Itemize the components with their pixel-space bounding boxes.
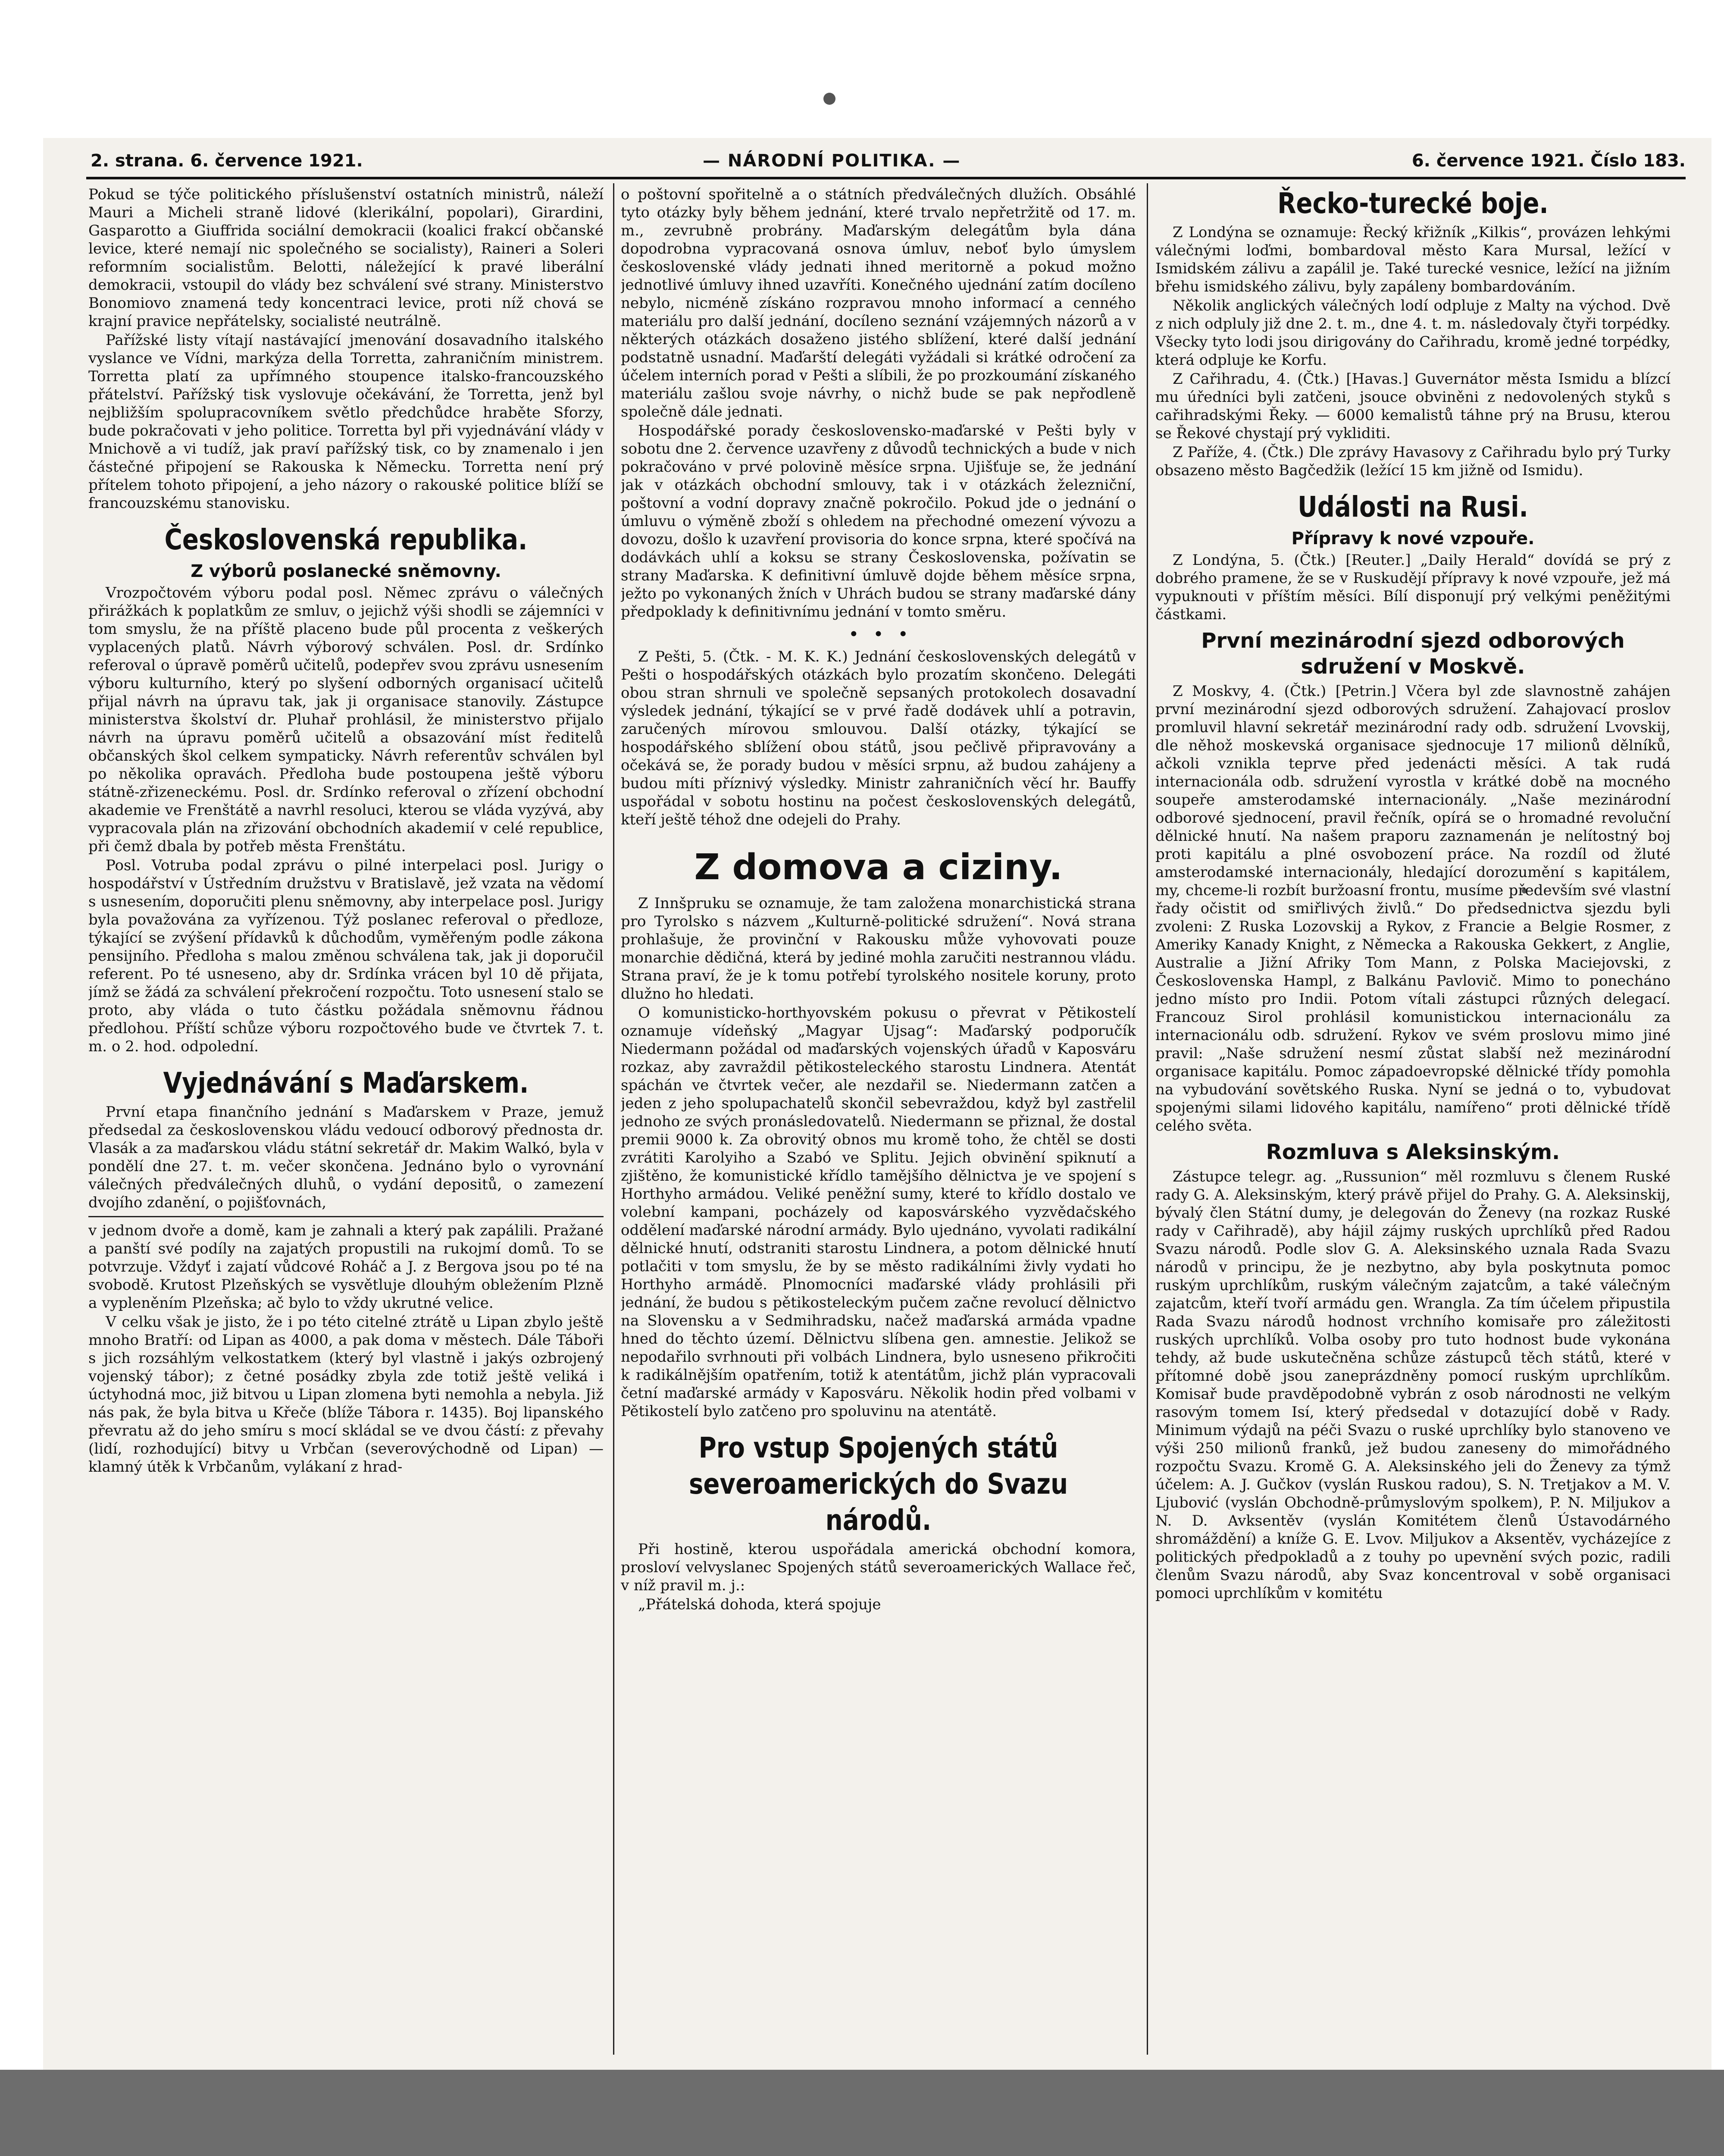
article-paragraph: Zástupce telegr. ag. „Russunion“ měl rozmluvu s členem Ruské rady G. A. Aleksinským, který právě přijel do Prahy. G. A. Aleksinskij, bývalý člen Státní dumy, je delegován do Ženevy (na rozkaz Ruské rady v Cařihradě), aby hájil zájmy ruských uprchlíků před Radou Svazu národů. Podle slov G. A. Aleksinského uznala Rada Svazu národů v principu, že je nezbytno, aby byla poskytnuta pomoc ruským uprchlíkům, ruským válečným zajatcům, a také válečným zajatcům, kteří tvoří armádu gen. Wrangla. Za tím účelem připustila Rada Svazu národů hodnost vrchního komisaře pro záležitosti ruských uprchlíků. Volba osoby pro tuto hodnost bude vykonána tehdy, až bude uskutečněna schůze zástupců těch států, které v přítomné době jsou zaneprázdněny pomocí ruským uprchlíkům. Komisař bude pravděpodobně vybrán z osob národnosti ne velkým rasovým tomem Isí, který předsedal v dotazující době v Rady. Minimum výdajů na péči Svazu o ruské uprchlíky bylo stanoveno ve výši 250 milionů franků, jež budou zaneseny do mimořádného rozpočtu Svazu. Kromě G. A. Aleksinského jeli do Ženevy za týmž účelem: A. J. Gučkov (vyslán Ruskou radou), S. N. Tretjakov a M. V. Ljubović (vyslán Obchodně-průmyslovým spolkem), P. N. Miljukov a N. D. Avksentěv (vyslán Komitétem členů Ústavodárného shromáždění) a kníže G. E. Lvov. Miljukov a Aksentěv, vycházejíce z politických předpokladů a z touhy po upevnění svých pozic, radili členům Svazu národů, aby Svaz koncentroval v sobě organisaci pomoci uprchlíkům v komitétu xyxy=(1155,1168,1671,1602)
column-3 xyxy=(1155,185,1671,2057)
article-paragraph: Z Innšpruku se oznamuje, že tam založena monarchistická strana pro Tyrolsko s názvem „Kulturně-politické sdružení“. Nová strana prohlašuje, že provinční v Rakousku může vyhovovati pouze monarchie dědičná, která by jediné mohla zaručiti nestrannou vládu. Strana praví, že je k tomu potřebí tyrolského nositele koruny, proto dlužno ho hledati. xyxy=(621,895,1136,1003)
article-paragraph: Z Cařihradu, 4. (Čtk.) [Havas.] Guvernátor města Ismidu a blízcí mu úředníci byli zatčeni, jsouce obviněni z nedovolených styků s cařihradskými Řeky. — 6000 kemalistů táhne prý na Brusu, kterou se Řekové chystají prý vykliditi. xyxy=(1155,370,1671,442)
article-paragraph: Hospodářské porady československo-maďarské v Pešti byly v sobotu dne 2. července uzavřeny z důvodů technických a bude v nich pokračováno v prvé polovině měsíce srpna. Ujišťuje se, že jednání jak v otázkách obchodní smlouvy, tak i v otázkách železniční, poštovní a vodní dopravy značně pokročilo. Pokud jde o jednání o úmluvu o výměně zboží s ohledem na přechodné omezení vývozu a dovozu, došlo k uzavření provisoria do konce srpna, které spočívá na dodávkách uhlí a koksu se strany Československa, požívatin se strany Maďarska. K definitivní úmluvě dojde během měsíce srpna, ježto po vykonaných žních v Uhrách budou se strany maďarské dány předpoklady k definitivnímu jednání v tomto směru. xyxy=(621,422,1136,620)
article-paragraph: Pokud se týče politického příslušenství ostatních ministrů, náleží Mauri a Micheli straně lidové (klerikální, popolari), Girardini, Gasparotto a Giuffrida sociální demokracii (koalici frakcí občanské levice, které nemají nic společného se socialisty), Raineri a Soleri reformním socialistům. Belotti, náležející k pravé liberální demokracii, vstoupil do vlády bez schválení své strany. Ministerstvo Bonomiovo znamená tedy koncentraci levice, proti níž chová se krajní pravice nepřátelsky, socialisté neutrálně. xyxy=(88,186,604,330)
separator-dots: • • • xyxy=(849,626,908,643)
article-paragraph: O komunisticko-horthyovském pokusu o převrat v Pětikostelí oznamuje vídeňský „Magyar Ujsag“: Maďarský podporučík Niedermann požádal od maďarských vojenských úřadů v Kaposváru rozkaz, aby zavraždil pětikosteleckého starostu Lindnera. Atentát spáchán ve čtvrtek večer, ale nezdařil se. Niedermann zatčen a jeden z jeho spolupachatelů skončil sebevraždou, když byl zastřelil jednoho ze svých pronásledovatelů. Niedermann se přiznal, že dostal premii 9000 k. Za obrovitý obnos mu kromě toho, že chtěl se dosti zvrátiti Karolyiho a Szabó ve Splitu. Jejich obvinění spiknutí a zjištěno, že komunistické křídlo tamějšího dělnictva je ve spojení s Horthyho armádou. Veliké peněžní sumy, které to křídlo dostalo ve volební kampani, pocházely od kaposvárského vyzvědačského oddělení maďarské národní armády. Bylo ujednáno, vyvolati radikální dělnické hnutí, odstraniti starostu Lindnera, a potom dělnické hnutí potlačiti v tom smyslu, že by se město radikálními živly vydati ho Horthyho armádě. Plnomocníci maďarské vlády prohlásili při jednání, že budou s pětikosteleckým pučem začne revolucí dělnictvo na Slovensku a v Sedmihradsku, načež maďarská armáda vpadne hned do těchto území. Dělnictvu slíbena gen. amnestie. Jelikož se nepodařilo svrhnouti při volbách Lindnera, bylo usneseno přikročiti k radikálnějším opatřením, totiž k atentátům, jichž plán vypracovali četní maďarské armády v Kaposváru. Několik hodin před volbami v Pětikostelí bylo zatčeno pro spoluvinu na atentátě. xyxy=(621,1004,1136,1420)
section-heading: Řecko-turecké boje. xyxy=(1277,187,1549,220)
column-2 xyxy=(621,185,1136,2057)
feuilleton-paragraph: V celku však je jisto, že i po této citelné ztrátě u Lipan zbylo ještě mnoho Bratří: od Lipan as 4000, a pak doma v městech. Dále Táboři s jich rozsáhlým velkostatkem (který byl vlastně i jakýs ozbrojený vojenský tábor); z četné posádky zbyla zde totiž ještě veliká i úctyhodná moc, již bitvou u Lipan zlomena byti nemohla a nebyla. Již nás pak, že byla bitva u Křeče (blíže Tábora r. 1435). Boj lipanského převratu až do jeho smíru s mocí skládal se ve dvou částí: z převahy (lidí, rozhodující) bitvy u Vrbčan (severovýchodně od Lipan) — klamný útěk k Vrbčanům, vylákaní z hrad- xyxy=(88,1313,604,1476)
header-date-left: 2. strana. 6. července 1921. xyxy=(91,151,363,171)
article-paragraph: Při hostině, kterou uspořádala americká obchodní komora, prosloví velvyslanec Spojených států severoamerických Wallace řeč, v níž pravil m. j.: xyxy=(621,1541,1136,1594)
article-paragraph: Z Paříže, 4. (Čtk.) Dle zprávy Havasovy z Cařihradu bylo prý Turky obsazeno město Bagčedžik (ležící 15 km jižně od Ismidu). xyxy=(1155,444,1671,479)
scan-background xyxy=(0,2070,1724,2156)
section-heading: Vyjednávání s Maďarskem. xyxy=(163,1066,529,1100)
section-heading: Z domova a ciziny. xyxy=(694,847,1063,888)
section-heading: Události na Rusi. xyxy=(1298,490,1528,523)
article-paragraph: Několik anglických válečných lodí odpluje z Malty na východ. Dvě z nich odpluly již dne 2. t. m., dne 4. t. m. následovaly čtyři torpédky. Všecky tyto lodi jsou dirigovány do Cařihradu, kromě jedné torpédky, která odpluje ke Korfu. xyxy=(1155,297,1671,369)
subheading: První mezinárodní sjezd odborových sdružení v Moskvě. xyxy=(1201,629,1625,679)
article-paragraph: o poštovní spořitelně a o státních předválečných dlužích. Obsáhlé tyto otázky byly během jednání, které trvalo nepřetržitě od 17. m. m., zevrubně probrány. Maďarským delegátům byla dána dopodrobna vypracovaná osnova úmluv, neboť bylo úmyslem československé vlády jednati ihned meritorně a pokud možno jednotlivé úmluvy ihned uzavříti. Konečného ujednání zatím docíleno nebylo, nicméně získáno rozpravou mnoho informací a cenného materiálu pro další jednání, docíleno seznání vzájemných názorů a v některých otázkách dosaženo jistého sblížení, které další jednání podstatně usnadní. Maďarští delegáti vyžádali si krátké odročení za účelem interních porad v Pešti a slíbili, že po prozkoumání získaného materiálu zašlou svoje návrhy, o nichž bude se pak nepřodleně společně dále jednati. xyxy=(621,186,1136,420)
article-paragraph: Pařížské listy vítají nastávající jmenování dosavadního italského vyslance ve Vídni, markýza della Torretta, zahraničním ministrem. Torretta platí za upřímného stoupence italsko-francouzského přátelství. Pařížský tisk vyslovuje očekávání, že Torretta, jenž byl nejbližším spolupracovníkem světlo předchůdce hraběte Sforzy, bude pokračovati v jeho politice. Torretta byl při vyjednávání vlády v Mnichově a vi tudíž, jak praví pařížský tisk, co by znamenalo i jen částečné připojení se Rakouska k Německu. Torretta není prý přítelem tohoto připojení, a jeho názory o rakouské politice blíží se francouzskému stanovisku. xyxy=(88,332,604,512)
feuilleton-paragraph: v jednom dvoře a domě, kam je zahnali a který pak zapálili. Pražané a panští své podíly na zajatých propustili na rukojmí domů. To se potvrzuje. Vždyť i zajatí vůdcové Roháč a J. z Bergova jsou po té na svobodě. Krutost Plzeňských se vysvětluje dlouhým obležením Plzně a vypleněním Plzeňska; ač bylo to vždy ukrutné velice. xyxy=(88,1222,604,1312)
article-paragraph: Z Londýna se oznamuje: Řecký křižník „Kilkis“, provázen lehkými válečnými loďmi, bombardoval město Kara Mursal, ležící v Ismidském zálivu a zapálil je. Také turecké vesnice, ležící na jižním břehu ismidského zálivu, byly zapáleny bombardováním. xyxy=(1155,224,1671,295)
header-rule xyxy=(86,177,1686,179)
subheading: Z výborů poslanecké sněmovny. xyxy=(191,561,501,581)
article-paragraph: Posl. Votruba podal zprávu o pilné interpelaci posl. Jurigy o hospodářství v Ústředním družstvu v Bratislavě, jež vzata na vědomí s usnesením, doporučiti plenu sněmovny, aby interpelace posl. Jurigy byla považována za vyřízenou. Týž poslanec referoval o předloze, týkající se zvýšení přídavků k důchodům, vyměřeným podle zákona pensijního. Předloha s malou změnou schválena tak, jak ji doporučil referent. Po té usneseno, aby dr. Srdínka vrácen byl 10 dě přijata, jímž se žádá za schválení překročení rozpočtu. Toto usnesení stalo se proto, aby vláda o tuto částku požádala sněmovnu řádnou předlohou. Příští schůze výboru rozpočtového bude ve čtvrtek 7. t. m. o 2. hod. odpolední. xyxy=(88,857,604,1055)
column-1 xyxy=(88,185,604,2057)
feuilleton-rule xyxy=(88,1216,604,1217)
subheading: Přípravy k nové vzpouře. xyxy=(1291,529,1535,548)
masthead-title: — NÁRODNÍ POLITIKA. — xyxy=(703,151,961,171)
article-paragraph: Z Moskvy, 4. (Čtk.) [Petrin.] Včera byl zde slavnostně zahájen první mezinárodní sjezd odborových sdružení. Zahajovací proslov promluvil hlavní sekretář mezinárodní rady odb. sdružení Lvovskij, dle něhož moskevská organisace sjednocuje 17 milionů dělníků, ačkoli vznikla teprve před jedenácti měsíci. A tak rudá internacionála odb. sdružení vyrostla v krátké době na mocného soupeře amsterodamské internacionály. „Naše mezinárodní odborové sjednocení, pravil řečník, opírá se o hromadné revoluční dělnické hnutí. Na našem praporu zaznamenán je nelítostný boj proti kapitálu a plné osvobození práce. Na rozdíl od žluté amsterodamské internacionály, hledající dorozumění s kapitálem, my, chceme-li rozbít buržoasní frontu, musíme především své vlastní řady očistit od smiřlivých živlů.“ Do předsednictva sjezdu byli zvoleni: Z Ruska Lozovskij a Rykov, z Francie a Belgie Rosmer, z Ameriky Kanady Knight, z Německa a Rakouska Gekkert, z Anglie, Australie a Jižní Afriky Tom Mann, z Polska Maciejovski, z Československa Hampl, z Balkánu Pavlovič. Mimo to ponecháno jedno místo pro Indii. Potom vítali zástupci různých delegací. Francouz Sirol prohlásil komunistickou internacionálu za internacionálu odb. sdružení. Rykov ve svém proslovu mimo jiné pravil: „Naše sdružení nesmí zůstat slabší než mezinárodní organisace kapitálu. Pomoc západoevropské dělnické třídy pomohla na vybudování sovětského Ruska. Nyní se jedná o to, vybudovat spojenými silami lidového kapitálu, namířeno“ proti dělnické třídě celého světa. xyxy=(1155,683,1671,1134)
article-paragraph: Z Londýna, 5. (Čtk.) [Reuter.] „Daily Herald“ dovídá se prý z dobrého pramene, že se v Ruskudějí přípravy k nové vzpouře, jež má vypuknouti v příštím měsíci. Bílí disponují prý velkými peněžitými částkami. xyxy=(1155,552,1671,623)
scan-speck xyxy=(823,93,835,105)
article-paragraph: Vrozpočtovém výboru podal posl. Němec zprávu o válečných přirážkách k poplatkům ze smluv, o jejichž výši shodli se zájemníci v tom smyslu, že na příště placeno bude půl procenta z veškerých vyplacených platů. Návrh výborový schválen. Posl. dr. Srdínko referoval o úpravě poměrů učitelů, podepřev svou zprávu usnesením výboru kulturního, který po slyšení odborných organisací učitelů přijal návrh na úpravu tak, jak ji organisace stanovily. Zástupce ministerstva školství dr. Pluhař prohlásil, že ministerstvo přijalo návrh na úpravu poměrů učitelů a obsazování míst ředitelů občanských škol celkem sympaticky. Návrh referentův schválen byl po několika opravách. Předloha bude postoupena ještě výboru státně-zřizeneckému. Posl. dr. Srdínko referoval o zřízení obchodní akademie ve Frenštátě a navrhl resoluci, kterou se vláda vyzývá, aby vypracovala plán na zřizování obchodních akademií v celé republice, při čemž dbala by potřeb města Frenštátu. xyxy=(88,584,604,855)
column-divider xyxy=(1147,183,1148,2055)
page-header xyxy=(91,151,1686,177)
column-divider xyxy=(613,183,614,2055)
header-date-right: 6. července 1921. Číslo 183. xyxy=(1411,151,1686,171)
subheading: Rozmluva s Aleksinským. xyxy=(1266,1140,1560,1164)
article-paragraph: První etapa finančního jednání s Maďarskem v Praze, jemuž předsedal za československou vládu vedoucí odborový přednosta dr. Vlasák a za maďarskou vládu státní sekretář dr. Makim Walkó, byla v pondělí dne 27. t. m. večer skončena. Jednáno bylo o vyrovnání válečných předválečných dluhů, o vydání depositů, o zamezení dvojího zdanění, o pojišťovnách, xyxy=(88,1103,604,1211)
article-paragraph: „Přátelská dohoda, která spojuje xyxy=(638,1596,881,1613)
section-heading: Československá republika. xyxy=(164,523,528,556)
article-paragraph: Z Pešti, 5. (Čtk. - M. K. K.) Jednání československých delegátů v Pešti o hospodářských otázkách bylo prozatím skončeno. Delegáti obou stran shrnuli ve společně sepsaných protokolech dosavadní výsledek jednání, týkající se v prvé řadě dodávek uhlí a potravin, zaručených mírovou smlouvou. Další otázky, týkající se hospodářského sblížení obou států, jsou pečlivě připravovány a očekává se, že porady budou v měsíci srpnu, až budou zahájeny a budou míti příznivý výsledky. Ministr zahraničních věcí hr. Bauffy uspořádal v sobotu hostinu na počest československých delegátů, kteří ještě téhož dne odejeli do Prahy. xyxy=(621,648,1136,828)
section-heading: Pro vstup Spojených států severoamerických do Svazu národů. xyxy=(688,1431,1068,1537)
